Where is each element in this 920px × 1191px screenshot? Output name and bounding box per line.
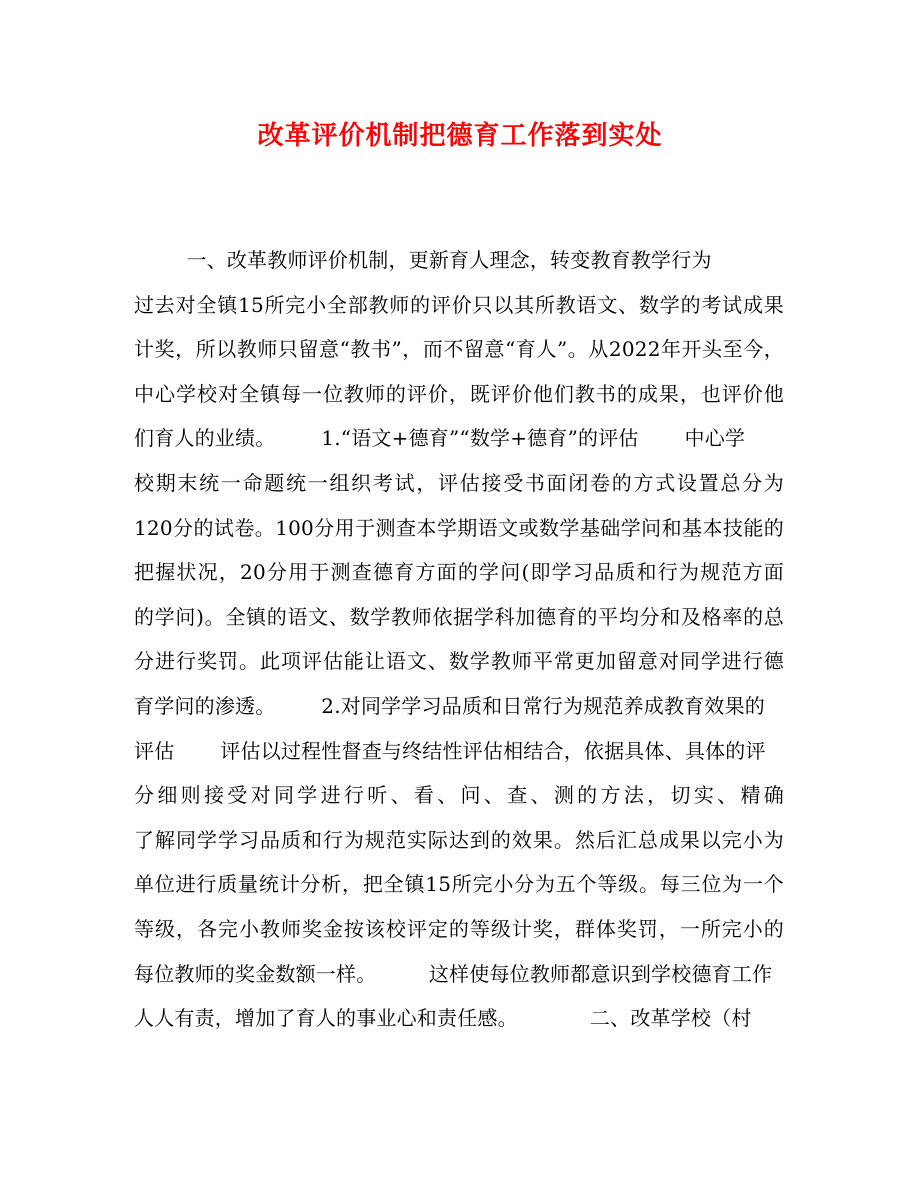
body-line: 计奖，所以教师只留意“教书”，而不留意“育人”。从2022年开头至今，: [134, 337, 784, 362]
body-line: 把握状况，20分用于测查德育方面的学问(即学习品质和行为规范方面: [134, 560, 784, 585]
body-line: 们育人的业绩。 1.“语文+德育”“数学+德育”的评估 中心学: [134, 426, 746, 451]
body-line: 育学问的渗透。 2.对同学学习品质和日常行为规范养成教育效果的: [134, 693, 765, 718]
body-line: 过去对全镇15所完小全部教师的评价只以其所教语文、数学的考试成果: [134, 292, 784, 317]
body-line: 了解同学学习品质和行为规范实际达到的效果。然后汇总成果以完小为: [134, 827, 784, 852]
body-line: 分细则接受对同学进行听、看、问、查、测的方法，切实、精确: [134, 783, 784, 808]
body-line: 评估 评估以过程性督查与终结性评估相结合，依据具体、具体的评: [134, 738, 766, 763]
body-line: 120分的试卷。100分用于测查本学期语文或数学基础学问和基本技能的: [134, 515, 784, 540]
page-title: 改革评价机制把德育工作落到实处: [257, 121, 663, 151]
body-line: 校期末统一命题统一组织考试，评估接受书面闭卷的方式设置总分为: [134, 470, 784, 495]
body-line: 单位进行质量统计分析，把全镇15所完小分为五个等级。每三位为一个: [134, 872, 784, 897]
body-line: 分进行奖罚。此项评估能让语文、数学教师平常更加留意对同学进行德: [134, 649, 784, 674]
body-line: 每位教师的奖金数额一样。 这样使每位教师都意识到学校德育工作: [134, 961, 773, 986]
body-line: 的学问)。全镇的语文、数学教师依据学科加德育的平均分和及格率的总: [134, 604, 784, 629]
body-line: 一、改革教师评价机制，更新育人理念，转变教育教学行为: [134, 248, 712, 272]
body-line: 人人有责，增加了育人的事业心和责任感。 二、改革学校（村: [134, 1006, 752, 1031]
body-line: 中心学校对全镇每一位教师的评价，既评价他们教书的成果，也评价他: [134, 381, 784, 406]
body-line: 等级，各完小教师奖金按该校评定的等级计奖，群体奖罚，一所完小的: [134, 916, 784, 941]
article-body: [134, 238, 784, 1041]
